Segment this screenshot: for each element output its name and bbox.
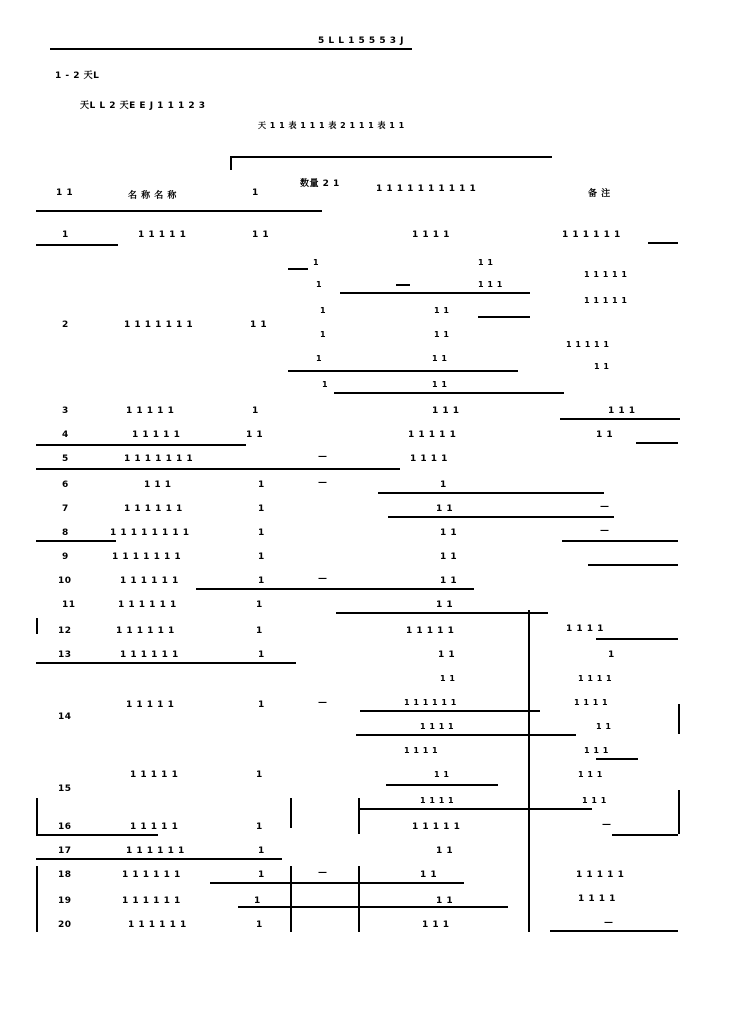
row-15-note-2: 1 1 1 [582, 796, 607, 805]
row-4-rule [36, 444, 246, 446]
row-11-spec: 1 1 [436, 600, 454, 610]
header-rule [50, 48, 412, 50]
row-13-note: 1 [608, 650, 615, 660]
row-8-no: 8 [62, 528, 69, 538]
table-caption: 天L L 2 天E E J 1 1 1 2 3 [80, 101, 206, 111]
row-2-spec-3: 1 1 [434, 306, 450, 315]
row-10-rule [196, 588, 474, 590]
row-8-rule [36, 540, 116, 542]
row-8-note: — [600, 526, 610, 536]
row-6-name: 1 1 1 [144, 480, 172, 490]
row-10-spec: 1 1 [440, 576, 458, 586]
row-14-no: 14 [58, 712, 72, 722]
row-15-spec-tick [358, 798, 360, 834]
row-9-no: 9 [62, 552, 69, 562]
row-3-spec: 1 1 1 [432, 406, 460, 416]
row-6-rule [378, 492, 604, 494]
row-18-rule [210, 882, 464, 884]
row-9-spec: 1 1 [440, 552, 458, 562]
row-4-no: 4 [62, 430, 69, 440]
row-12-no: 12 [58, 626, 72, 636]
row-2-note-1: 1 1 1 1 1 [584, 270, 628, 279]
row-7-no: 7 [62, 504, 69, 514]
row-18-note: 1 1 1 1 1 [576, 870, 625, 880]
row-2-qty-1: 1 [313, 258, 320, 267]
row-3-unit: 1 [252, 406, 259, 416]
row-5-spec: 1 1 1 1 [410, 454, 448, 464]
row-20-note: — [604, 918, 614, 928]
column-header-note: 备 注 [588, 189, 611, 199]
row-3-no: 3 [62, 406, 69, 416]
row-2-note-3: 1 1 1 1 1 [566, 340, 610, 349]
row-7-spec: 1 1 [436, 504, 454, 514]
row-15-unit: 1 [256, 770, 263, 780]
row-6-qty: — [318, 478, 328, 488]
row-13-no: 13 [58, 650, 72, 660]
row-14-qty: — [318, 698, 328, 708]
row-14-note-4: 1 1 1 [584, 746, 609, 755]
row-18-left-tick [36, 866, 38, 932]
row-2-no: 2 [62, 320, 69, 330]
row-8-spec: 1 1 [440, 528, 458, 538]
row-11-no: 11 [62, 600, 76, 610]
row-1-note: 1 1 1 1 1 1 [562, 230, 621, 240]
row-9-note-rule [588, 564, 678, 566]
row-2-rule-3 [288, 370, 518, 372]
row-14-name: 1 1 1 1 1 [126, 700, 175, 710]
row-18-name: 1 1 1 1 1 1 [122, 870, 181, 880]
row-11-rule [336, 612, 548, 614]
row-14-spec-4: 1 1 1 1 [404, 746, 439, 755]
row-11-unit: 1 [256, 600, 263, 610]
row-15-unit-tick [290, 798, 292, 828]
row-15-rule-2 [360, 808, 592, 810]
row-18-spec: 1 1 [420, 870, 438, 880]
row-8-unit: 1 [258, 528, 265, 538]
row-12-note-rule [596, 638, 678, 640]
row-2-qty-3: 1 [320, 306, 327, 315]
row-13-name: 1 1 1 1 1 1 [120, 650, 179, 660]
row-20-spec: 1 1 1 [422, 920, 450, 930]
row-2-spec-5: 1 1 [432, 354, 448, 363]
row-7-rule [388, 516, 614, 518]
row-17-spec: 1 1 [436, 846, 454, 856]
row-14-spec-2: 1 1 1 1 1 1 [404, 698, 457, 707]
row-12-unit: 1 [256, 626, 263, 636]
row-10-name: 1 1 1 1 1 1 [120, 576, 179, 586]
row-1-unit: 1 1 [252, 230, 270, 240]
row-14-unit: 1 [258, 700, 265, 710]
row-13-rule [36, 662, 296, 664]
row-4-unit: 1 1 [246, 430, 264, 440]
row-2-qty-5: 1 [316, 354, 323, 363]
row-14-note-3: 1 1 [596, 722, 612, 731]
row-1-no: 1 [62, 230, 69, 240]
row-16-note-rule [612, 834, 678, 836]
row-19-name: 1 1 1 1 1 1 [122, 896, 181, 906]
row-1-spec: 1 1 1 1 [412, 230, 450, 240]
row-2-qty-4: 1 [320, 330, 327, 339]
row-6-spec: 1 [440, 480, 447, 490]
row-8-note-rule [562, 540, 678, 542]
row-20-unit: 1 [256, 920, 263, 930]
row-13-unit: 1 [258, 650, 265, 660]
row-2-spec-2: 1 1 1 [478, 280, 503, 289]
row-1-rule [36, 244, 118, 246]
row-2-spec-4: 1 1 [434, 330, 450, 339]
row-16-name: 1 1 1 1 1 [130, 822, 179, 832]
row-5-qty: — [318, 452, 328, 462]
row-4-note: 1 1 [596, 430, 614, 440]
row-5-rule [36, 468, 400, 470]
row-17-rule [36, 858, 282, 860]
table-subcaption: 天 1 1 表 1 1 1 表 2 1 1 1 表 1 1 [258, 121, 405, 130]
row-15-spec-1: 1 1 [434, 770, 450, 779]
row-8-name: 1 1 1 1 1 1 1 1 [110, 528, 190, 538]
row-14-note-2: 1 1 1 1 [574, 698, 609, 707]
header-tick [230, 156, 232, 170]
row-13-spec: 1 1 [438, 650, 456, 660]
row-9-name: 1 1 1 1 1 1 1 [112, 552, 182, 562]
row-2-note-4: 1 1 [594, 362, 610, 371]
row-4-name: 1 1 1 1 1 [132, 430, 181, 440]
row-10-unit: 1 [258, 576, 265, 586]
row-17-unit: 1 [258, 846, 265, 856]
row-14-spec-3: 1 1 1 1 [420, 722, 455, 731]
row-16-no: 16 [58, 822, 72, 832]
header-bottom-rule [36, 210, 322, 212]
row-15-left-tick [36, 798, 38, 834]
row-7-unit: 1 [258, 504, 265, 514]
row-2-rule-4 [334, 392, 564, 394]
table-top-rule [230, 156, 552, 158]
row-6-no: 6 [62, 480, 69, 490]
row-1-note-rule [648, 242, 678, 244]
row-15-name: 1 1 1 1 1 [130, 770, 179, 780]
row-18-no: 18 [58, 870, 72, 880]
column-header-name: 名 称 名 称 [128, 191, 177, 201]
row-4-note-rule [636, 442, 678, 444]
row-14-rule-2 [356, 734, 576, 736]
row-2-spec-1: 1 1 [478, 258, 494, 267]
row-12-name: 1 1 1 1 1 1 [116, 626, 175, 636]
row-20-note-rule [550, 930, 678, 932]
row-14-right-tick [678, 704, 680, 734]
row-2-qty-2: 1 [316, 280, 323, 289]
column-header-spec: 1 1 1 1 1 1 1 1 1 1 [376, 184, 477, 194]
row-15-right-tick [678, 790, 680, 834]
row-2-qty-dash [288, 268, 308, 270]
row-16-note: — [602, 820, 612, 830]
row-12-spec: 1 1 1 1 1 [406, 626, 455, 636]
row-3-note: 1 1 1 [608, 406, 636, 416]
row-15-rule-1 [386, 784, 498, 786]
row-16-rule [36, 834, 158, 836]
row-15-no: 15 [58, 784, 72, 794]
row-16-spec: 1 1 1 1 1 [412, 822, 461, 832]
row-20-name: 1 1 1 1 1 1 [128, 920, 187, 930]
row-9-unit: 1 [258, 552, 265, 562]
row-19-note: 1 1 1 1 [578, 894, 616, 904]
row-18-spec-tick [358, 866, 360, 932]
row-2-name: 1 1 1 1 1 1 1 [124, 320, 194, 330]
row-2-spec-6: 1 1 [432, 380, 448, 389]
column-header-qty: 数量 2 1 [300, 179, 340, 189]
row-16-unit: 1 [256, 822, 263, 832]
row-18-unit: 1 [258, 870, 265, 880]
row-14-rule-1 [360, 710, 540, 712]
row-5-no: 5 [62, 454, 69, 464]
row-15-spec-2: 1 1 1 1 [420, 796, 455, 805]
row-12-left-tick [36, 618, 38, 634]
row-17-no: 17 [58, 846, 72, 856]
row-19-rule [238, 906, 508, 908]
row-14-rule-3 [596, 758, 638, 760]
row-10-qty: — [318, 574, 328, 584]
row-19-no: 19 [58, 896, 72, 906]
document-code: 5 L L 1 5 5 5 3 J [318, 36, 404, 46]
row-11-name: 1 1 1 1 1 1 [118, 600, 177, 610]
row-14-note-1: 1 1 1 1 [578, 674, 613, 683]
row-6-unit: 1 [258, 480, 265, 490]
row-4-spec: 1 1 1 1 1 [408, 430, 457, 440]
row-3-name: 1 1 1 1 1 [126, 406, 175, 416]
column-header-no: 1 1 [56, 188, 74, 198]
row-7-note: — [600, 502, 610, 512]
row-2-rule-1 [340, 292, 530, 294]
row-15-note-1: 1 1 1 [578, 770, 603, 779]
row-10-no: 10 [58, 576, 72, 586]
row-3-note-rule [560, 418, 680, 420]
column-header-unit: 1 [252, 188, 259, 198]
row-19-unit: 1 [254, 896, 261, 906]
row-2-note-2: 1 1 1 1 1 [584, 296, 628, 305]
row-17-name: 1 1 1 1 1 1 [126, 846, 185, 856]
row-2-rule-2 [478, 316, 530, 318]
row-1-name: 1 1 1 1 1 [138, 230, 187, 240]
row-7-name: 1 1 1 1 1 1 [124, 504, 183, 514]
row-2-dash [396, 284, 410, 286]
section-label: 1 - 2 天L [55, 71, 100, 81]
row-14-spec-1: 1 1 [440, 674, 456, 683]
row-20-no: 20 [58, 920, 72, 930]
row-2-unit: 1 1 [250, 320, 268, 330]
row-2-qty-6: 1 [322, 380, 329, 389]
row-5-name: 1 1 1 1 1 1 1 [124, 454, 194, 464]
note-column-divider [528, 610, 530, 932]
row-18-unit-tick [290, 866, 292, 932]
row-19-spec: 1 1 [436, 896, 454, 906]
row-12-note: 1 1 1 1 [566, 624, 604, 634]
row-18-qty: — [318, 868, 328, 878]
